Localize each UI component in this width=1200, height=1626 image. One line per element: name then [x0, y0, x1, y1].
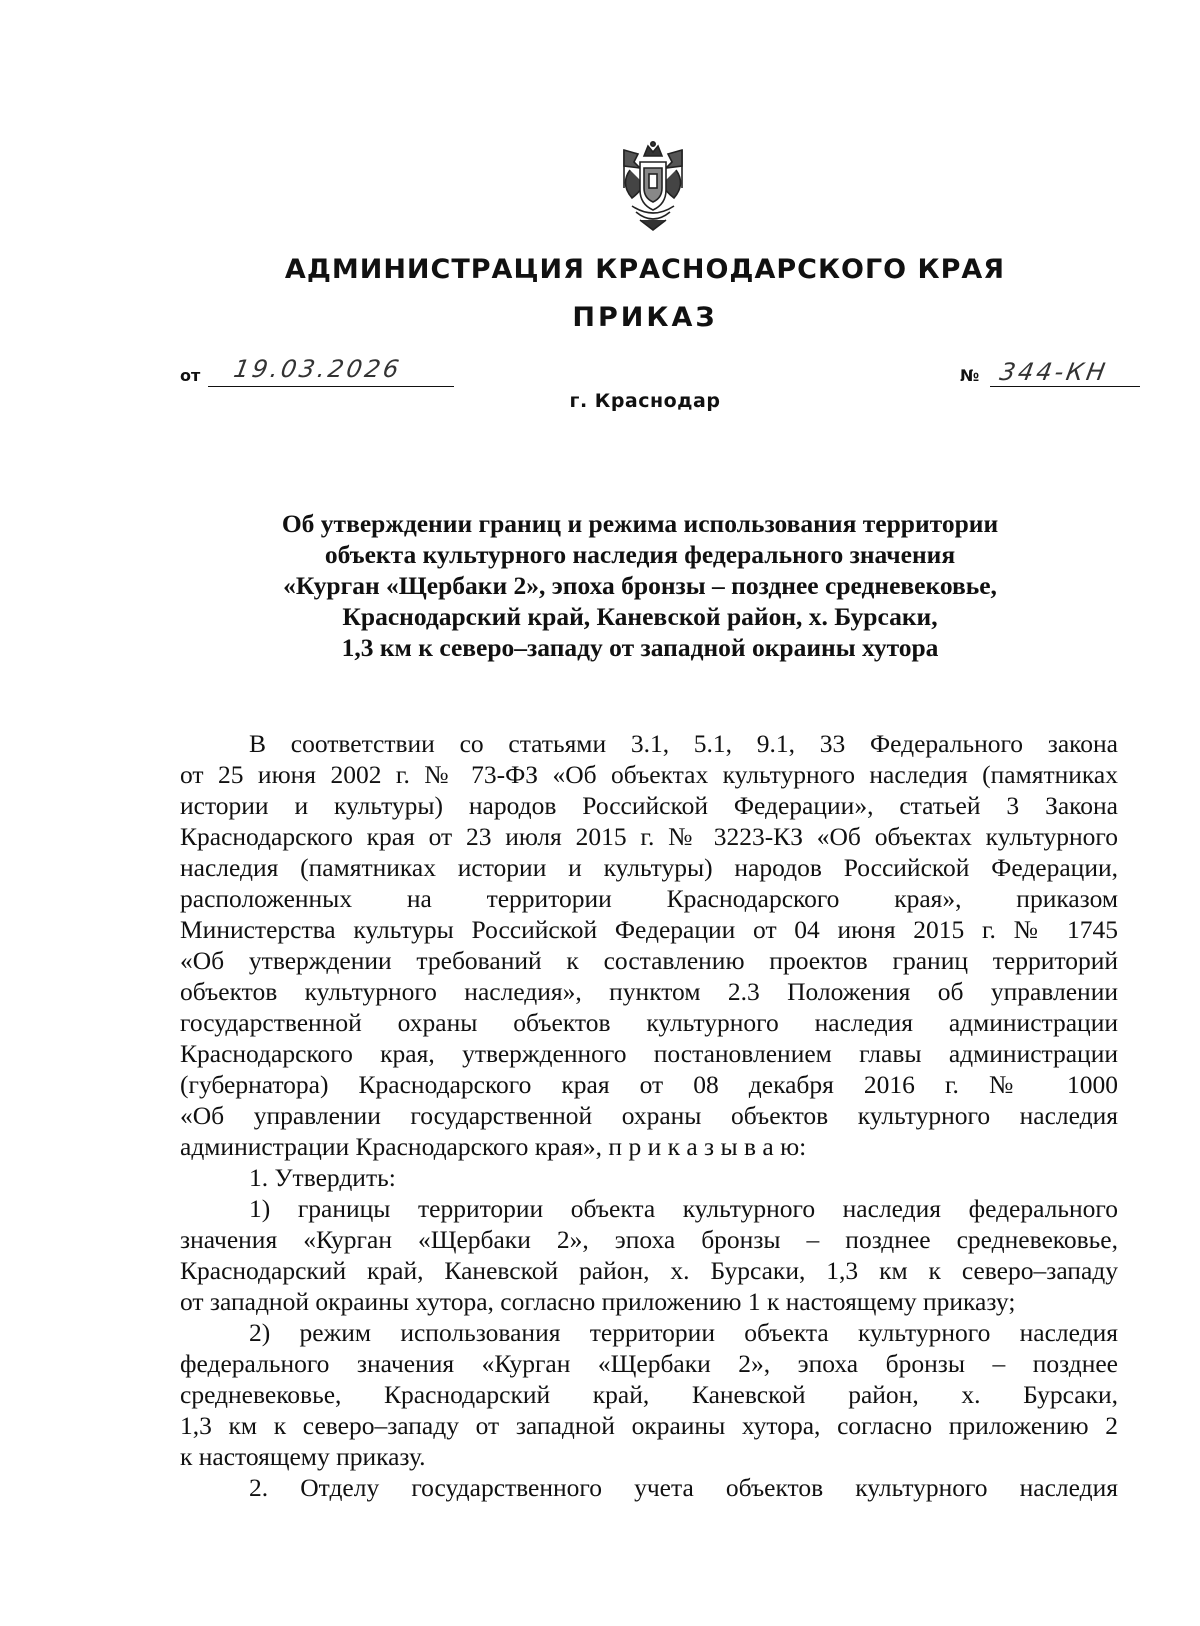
body-line: «Об утверждении требований к составлению проектов границ территорий: [180, 946, 1118, 975]
body-line: от 25 июня 2002 г. № 73-ФЗ «Об объектах культурного наследия (памятниках: [180, 760, 1118, 789]
body-line: Министерства культуры Российской Федерации от 04 июня 2015 г. № 1745: [180, 915, 1118, 944]
date-underline: [208, 386, 454, 387]
body-line: 1) границы территории объекта культурного наследия федерального: [249, 1194, 1118, 1223]
body-line: 1,3 км к северо–западу от западной окраины хутора, согласно приложению 2: [180, 1411, 1118, 1440]
document-title: [180, 508, 1100, 663]
body-line: В соответствии со статьями 3.1, 5.1, 9.1, 33 Федерального закона: [249, 729, 1118, 758]
body-line: Краснодарский край, Каневской район, х. Бурсаки, 1,3 км к северо–западу: [180, 1256, 1118, 1285]
title-line: 1,3 км к северо–западу от западной окраины хутора: [341, 633, 939, 662]
body-line: 1. Утвердить:: [249, 1163, 396, 1192]
document-type-heading: ПРИКАЗ: [572, 302, 718, 333]
body-line: к настоящему приказу.: [180, 1442, 426, 1471]
body-line: значения «Курган «Щербаки 2», эпоха бронзы – позднее средневековье,: [180, 1225, 1118, 1254]
handwritten-number: 344-КН: [997, 358, 1111, 386]
body-line: 2. Отделу государственного учета объектов культурного наследия: [249, 1473, 1118, 1502]
body-line: 2) режим использования территории объекта культурного наследия: [249, 1318, 1118, 1347]
date-label: от: [180, 366, 201, 385]
body-line: наследия (памятниках истории и культуры) народов Российской Федерации,: [180, 853, 1118, 882]
title-line: Об утверждении границ и режима использования территории: [281, 509, 999, 538]
title-line: объекта культурного наследия федерального значения: [324, 540, 956, 569]
city-label: г. Краснодар: [569, 390, 721, 412]
body-line: федерального значения «Курган «Щербаки 2», эпоха бронзы – позднее: [180, 1349, 1118, 1378]
body-line: средневековье, Краснодарский край, Каневской район, х. Бурсаки,: [180, 1380, 1118, 1409]
body-line: администрации Краснодарского края», п р и к а з ы в а ю:: [180, 1132, 807, 1161]
handwritten-date: 19.03.2026: [231, 355, 404, 383]
coat-of-arms-emblem: [610, 140, 696, 232]
number-underline: [990, 386, 1140, 387]
body-line: Краснодарского края от 23 июля 2015 г. № 3223-КЗ «Об объектах культурного: [180, 822, 1118, 851]
organization-heading: АДМИНИСТРАЦИЯ КРАСНОДАРСКОГО КРАЯ: [284, 254, 1006, 285]
document-body: [180, 728, 1118, 1503]
body-line: (губернатора) Краснодарского края от 08 декабря 2016 г. № 1000: [180, 1070, 1118, 1099]
body-line: расположенных на территории Краснодарского края», приказом: [180, 884, 1118, 913]
body-line: объектов культурного наследия», пунктом 2.3 Положения об управлении: [180, 977, 1118, 1006]
title-line: Краснодарский край, Каневской район, х. Бурсаки,: [342, 602, 938, 631]
body-line: государственной охраны объектов культурного наследия администрации: [180, 1008, 1118, 1037]
body-line: «Об управлении государственной охраны объектов культурного наследия: [180, 1101, 1118, 1130]
body-line: истории и культуры) народов Российской Федерации», статьей 3 Закона: [180, 791, 1118, 820]
title-line: «Курган «Щербаки 2», эпоха бронзы – позднее средневековье,: [283, 571, 997, 600]
number-label: №: [960, 366, 980, 385]
body-line: от западной окраины хутора, согласно приложению 1 к настоящему приказу;: [180, 1287, 1016, 1316]
body-line: Краснодарского края, утвержденного постановлением главы администрации: [180, 1039, 1118, 1068]
